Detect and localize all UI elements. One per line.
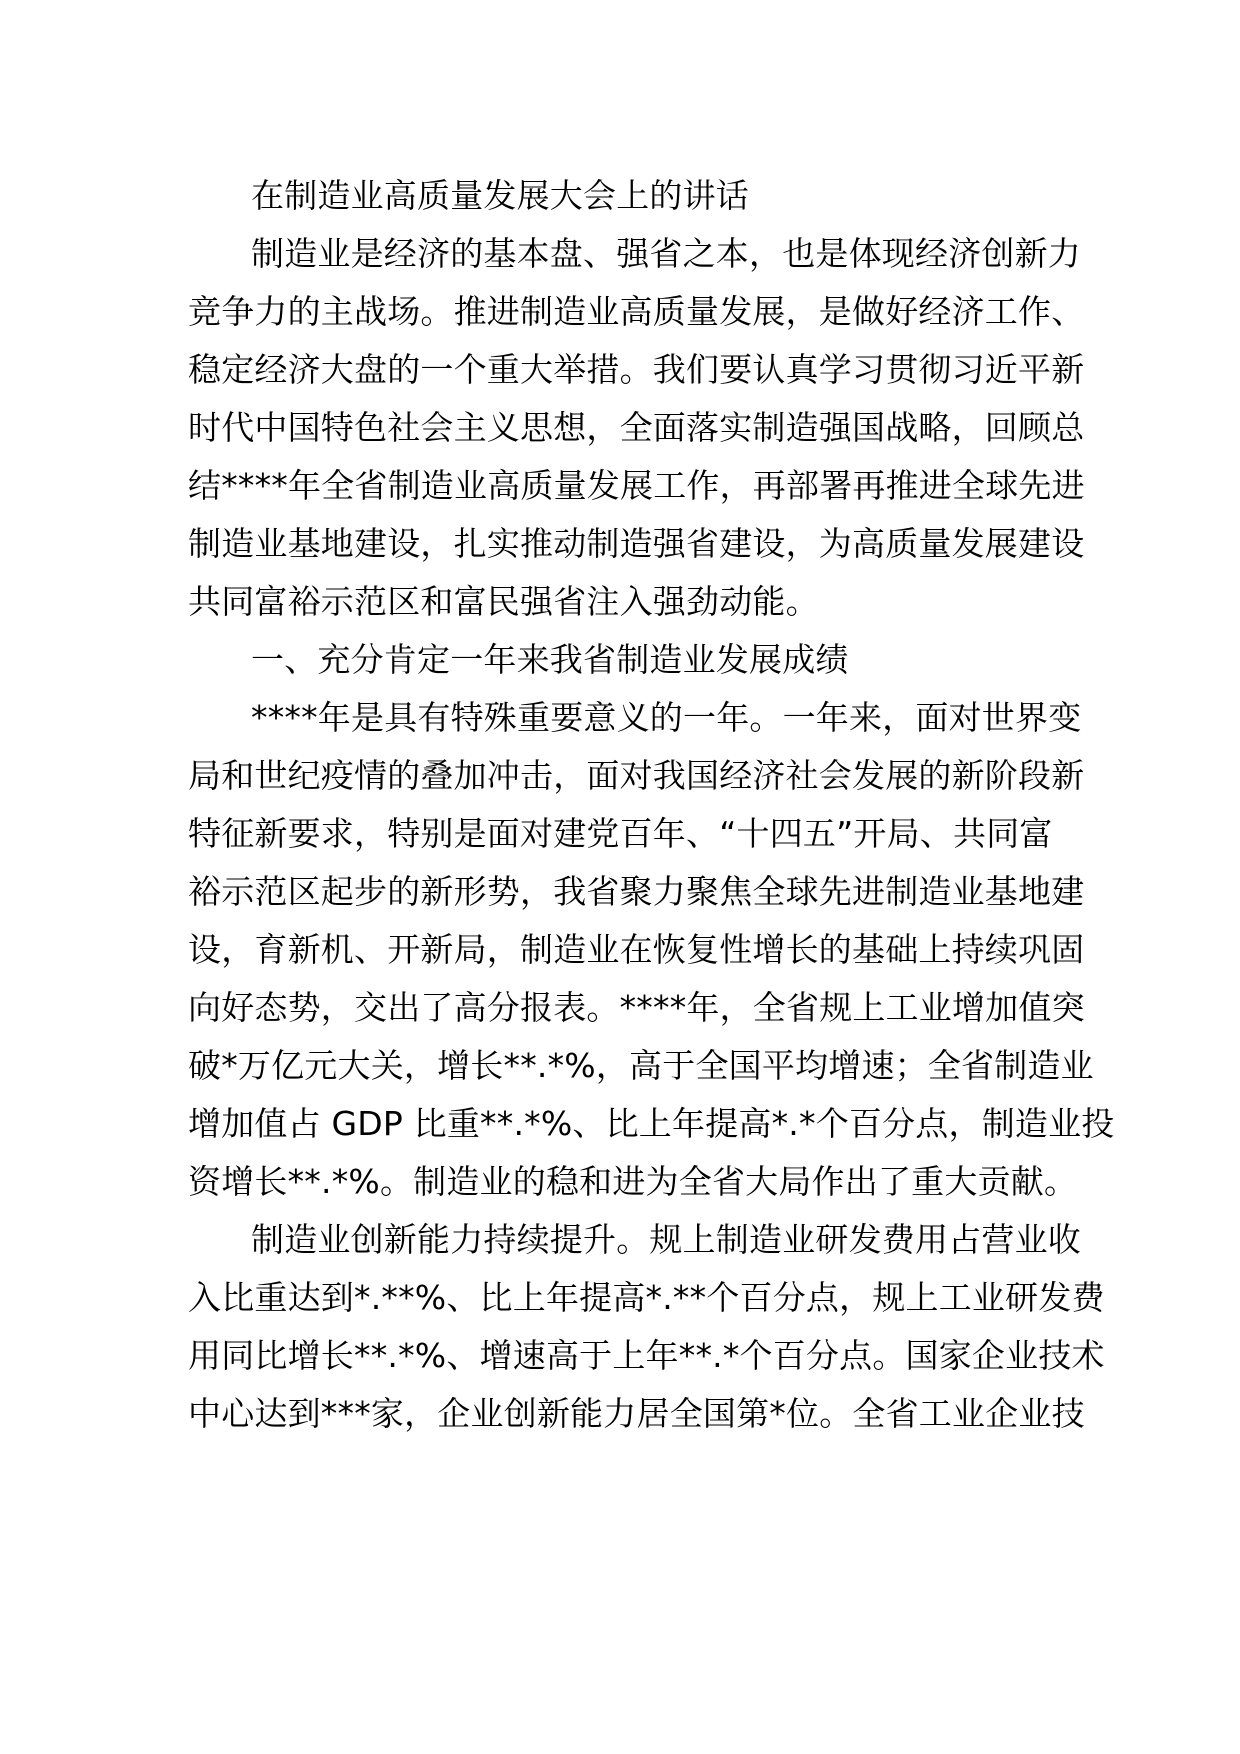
paragraph-line: 结****年全省制造业高质量发展工作，再部署再推进全球先进 <box>188 466 1085 505</box>
paragraph-line: 向好态势，交出了高分报表。****年，全省规上工业增加值突 <box>188 988 1085 1027</box>
paragraph-line: 裕示范区起步的新形势，我省聚力聚焦全球先进制造业基地建 <box>188 872 1085 911</box>
paragraph-line: 破*万亿元大关，增长**.*%，高于全国平均增速；全省制造业 <box>188 1046 1094 1085</box>
section-heading: 一、充分肯定一年来我省制造业发展成绩 <box>251 640 849 679</box>
paragraph-line: 增加值占 GDP 比重**.*%、比上年提高*.*个百分点，制造业投 <box>188 1104 1115 1143</box>
paragraph-line: 制造业是经济的基本盘、强省之本，也是体现经济创新力 <box>251 234 1081 273</box>
paragraph-line: 共同富裕示范区和富民强省注入强劲动能。 <box>188 582 819 621</box>
paragraph-line: 制造业创新能力持续提升。规上制造业研发费用占营业收 <box>251 1220 1081 1259</box>
paragraph-line: 中心达到***家，企业创新能力居全国第*位。全省工业企业技 <box>188 1394 1085 1433</box>
paragraph-line: 竞争力的主战场。推进制造业高质量发展，是做好经济工作、 <box>188 292 1085 331</box>
paragraph-line: 特征新要求，特别是面对建党百年、“十四五”开局、共同富 <box>188 814 1053 853</box>
paragraph-line: 资增长**.*%。制造业的稳和进为全省大局作出了重大贡献。 <box>188 1162 1078 1201</box>
paragraph-line: ****年是具有特殊重要意义的一年。一年来，面对世界变 <box>251 698 1082 737</box>
paragraph-line: 时代中国特色社会主义思想，全面落实制造强国战略，回顾总 <box>188 408 1085 447</box>
paragraph-line: 用同比增长**.*%、增速高于上年**.*个百分点。国家企业技术 <box>188 1336 1105 1375</box>
paragraph-line: 稳定经济大盘的一个重大举措。我们要认真学习贯彻习近平新 <box>188 350 1085 389</box>
paragraph-line: 设，育新机、开新局，制造业在恢复性增长的基础上持续巩固 <box>188 930 1085 969</box>
paragraph-line: 制造业基地建设，扎实推动制造强省建设，为高质量发展建设 <box>188 524 1085 563</box>
paragraph-line: 入比重达到*.**%、比上年提高*.**个百分点，规上工业研发费 <box>188 1278 1105 1317</box>
paragraph-line: 局和世纪疫情的叠加冲击，面对我国经济社会发展的新阶段新 <box>188 756 1085 795</box>
document-title: 在制造业高质量发展大会上的讲话 <box>251 176 749 215</box>
